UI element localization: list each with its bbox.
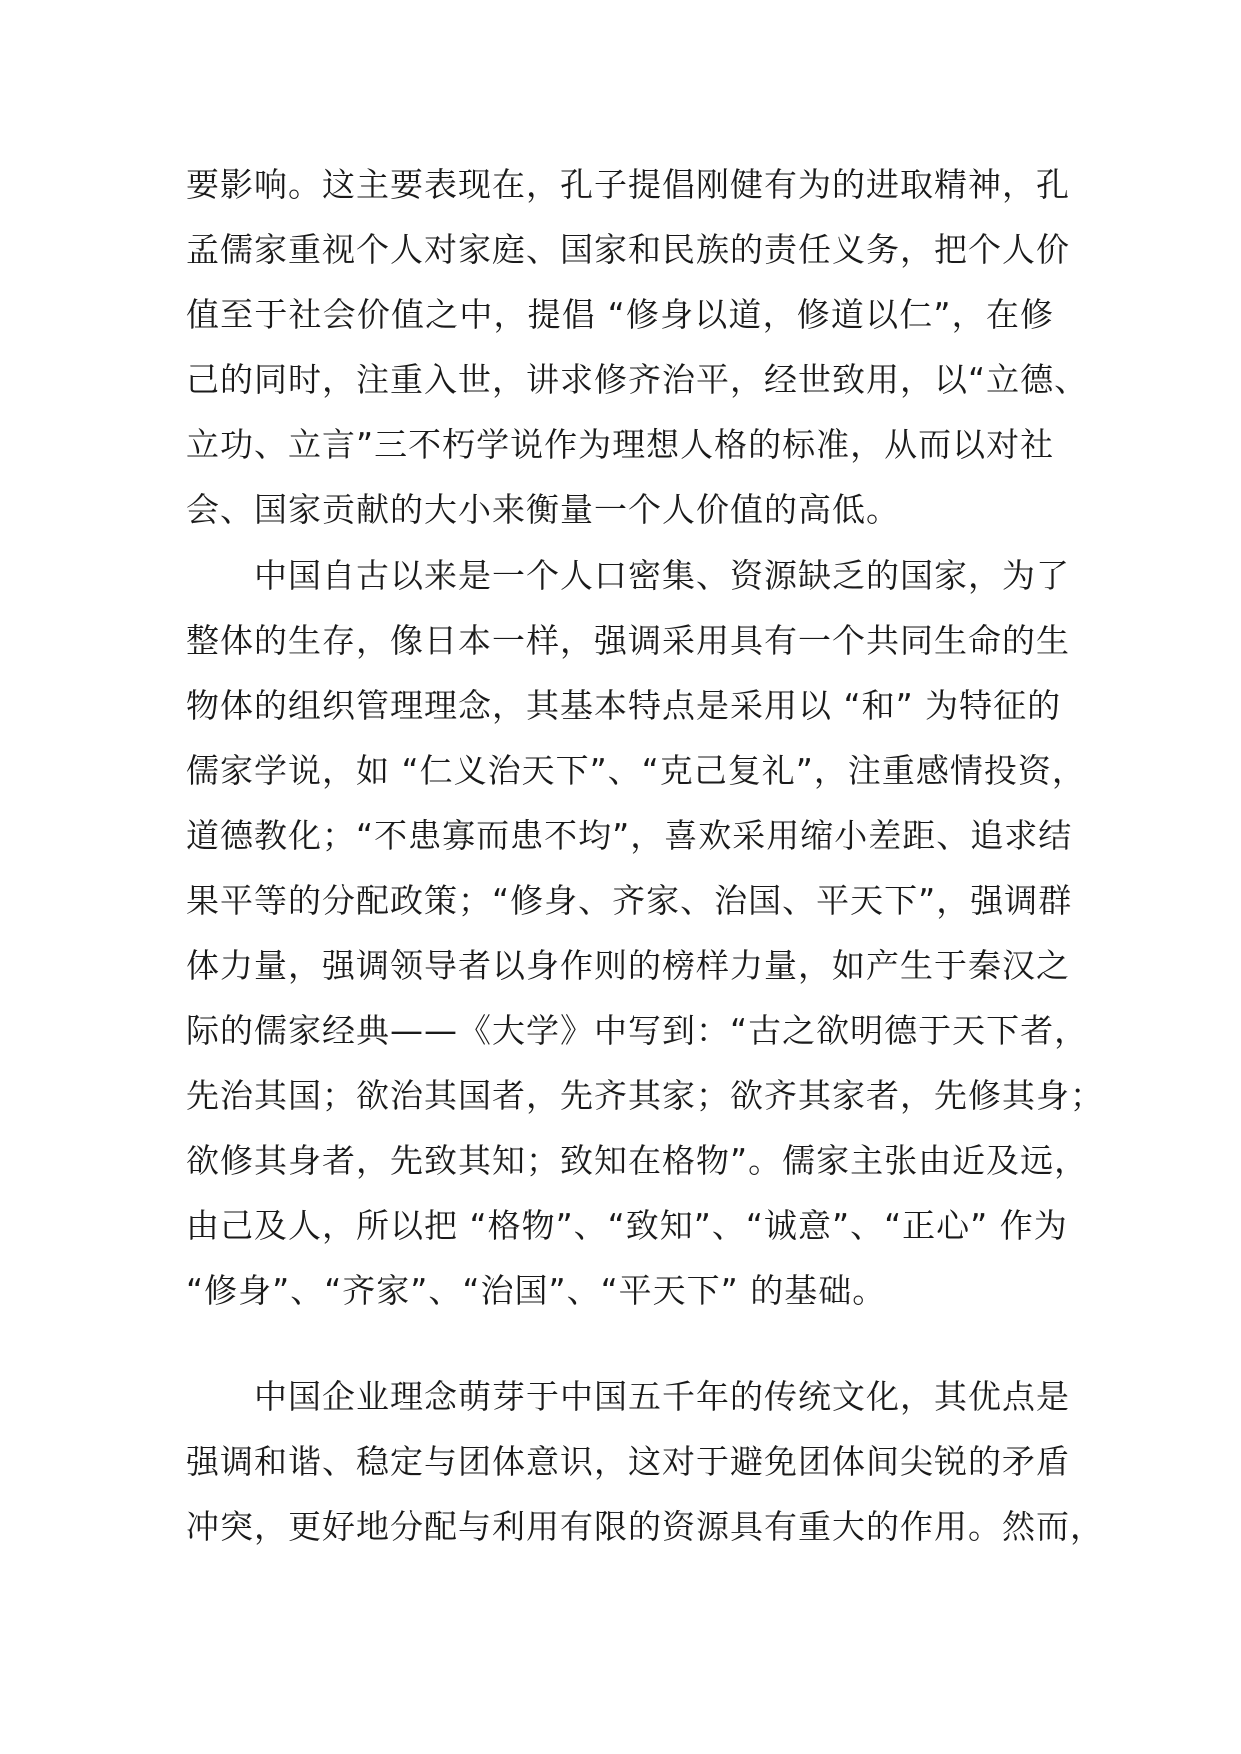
paragraph-line: 由己及人，所以把 “格物”、“致知”、“诚意”、“正心” 作为 [186,1206,1068,1245]
paragraph-line: 值至于社会价值之中，提倡 “修身以道，修道以仁”，在修 [186,295,1054,334]
paragraph-line: 体力量，强调领导者以身作则的榜样力量，如产生于秦汉之 [186,946,1070,985]
paragraph-line: 果平等的分配政策；“修身、齐家、治国、平天下”，强调群 [186,881,1073,920]
paragraph-line: 欲修其身者，先致其知；致知在格物”。儒家主张由近及远， [186,1141,1089,1180]
paragraph-line: 先治其国；欲治其国者，先齐其家；欲齐其家者，先修其身； [186,1076,1104,1115]
paragraph-line: 冲突，更好地分配与利用有限的资源具有重大的作用。然而， [186,1507,1104,1546]
paragraph-line: 际的儒家经典——《大学》中写到：“古之欲明德于天下者， [186,1011,1089,1050]
paragraph-line: 儒家学说，如 “仁义治天下”、“克己复礼”，注重感情投资， [186,751,1086,790]
paragraph-2 [186,543,1104,1323]
paragraph-line: 孟儒家重视个人对家庭、国家和民族的责任义务，把个人价 [186,230,1070,269]
paragraph-line: 强调和谐、稳定与团体意识，这对于避免团体间尖锐的矛盾 [186,1442,1070,1481]
paragraph-line: 立功、立言”三不朽学说作为理想人格的标准，从而以对社 [186,425,1055,464]
paragraph-line: 会、国家贡献的大小来衡量一个人价值的高低。 [186,490,900,529]
paragraph-line: “修身”、“齐家”、“治国”、“平天下” 的基础。 [186,1271,887,1310]
paragraph-1 [186,152,1089,542]
paragraph-line: 要影响。这主要表现在，孔子提倡刚健有为的进取精神，孔 [186,165,1070,204]
paragraph-line: 道德教化；“不患寡而患不均”，喜欢采用缩小差距、追求结 [186,816,1073,855]
paragraph-line: 整体的生存，像日本一样，强调采用具有一个共同生命的生 [186,621,1070,660]
paragraph-3 [186,1364,1104,1559]
paragraph-line: 中国自古以来是一个人口密集、资源缺乏的国家，为了 [254,556,1070,595]
paragraph-line: 物体的组织管理理念，其基本特点是采用以 “和” 为特征的 [186,686,1062,725]
paragraph-line: 中国企业理念萌芽于中国五千年的传统文化，其优点是 [254,1377,1070,1416]
paragraph-line: 己的同时，注重入世，讲求修齐治平，经世致用，以“立德、 [186,360,1089,399]
